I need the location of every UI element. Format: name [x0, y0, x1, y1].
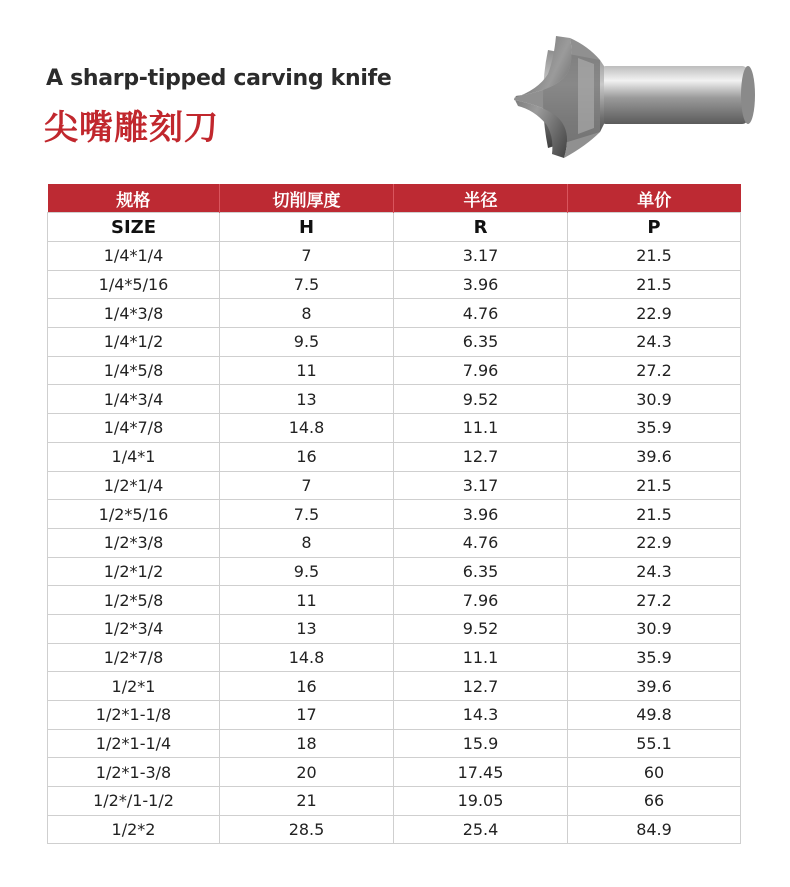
cell-r: 4.76	[394, 528, 568, 557]
cell-r: 15.9	[394, 729, 568, 758]
cell-p: 66	[568, 787, 741, 816]
header-h: H	[220, 213, 394, 242]
cell-h: 21	[220, 787, 394, 816]
cell-r: 25.4	[394, 815, 568, 844]
cell-p: 84.9	[568, 815, 741, 844]
title-chinese: 尖嘴雕刻刀	[44, 108, 219, 148]
cell-size: 1/2*1-1/4	[48, 729, 220, 758]
cell-size: 1/4*7/8	[48, 414, 220, 443]
table-row	[48, 758, 741, 787]
table-row	[48, 586, 741, 615]
cell-size: 1/4*5/8	[48, 356, 220, 385]
cell-h: 28.5	[220, 815, 394, 844]
cell-r: 9.52	[394, 614, 568, 643]
cell-h: 7	[220, 471, 394, 500]
header-r-cn: 半径	[394, 184, 568, 213]
cell-p: 30.9	[568, 385, 741, 414]
cell-size: 1/2*3/4	[48, 614, 220, 643]
header-p-cn: 单价	[568, 184, 741, 213]
table-row	[48, 528, 741, 557]
cell-p: 60	[568, 758, 741, 787]
cell-r: 3.96	[394, 270, 568, 299]
cell-r: 7.96	[394, 356, 568, 385]
cell-size: 1/2*7/8	[48, 643, 220, 672]
cell-size: 1/2*2	[48, 815, 220, 844]
cell-p: 21.5	[568, 500, 741, 529]
table-row	[48, 815, 741, 844]
spec-table	[47, 184, 741, 844]
cell-h: 17	[220, 701, 394, 730]
cell-p: 30.9	[568, 614, 741, 643]
cell-size: 1/4*1/2	[48, 328, 220, 357]
cell-h: 8	[220, 299, 394, 328]
cell-size: 1/2*1-1/8	[48, 701, 220, 730]
cell-h: 9.5	[220, 557, 394, 586]
cell-r: 6.35	[394, 557, 568, 586]
cell-p: 22.9	[568, 528, 741, 557]
cell-h: 16	[220, 672, 394, 701]
table-row	[48, 442, 741, 471]
cell-h: 18	[220, 729, 394, 758]
cell-p: 21.5	[568, 242, 741, 271]
header-r: R	[394, 213, 568, 242]
cell-h: 11	[220, 356, 394, 385]
cell-p: 49.8	[568, 701, 741, 730]
cell-size: 1/2*1	[48, 672, 220, 701]
table-row	[48, 729, 741, 758]
table-row	[48, 414, 741, 443]
cell-size: 1/2*1-3/8	[48, 758, 220, 787]
cell-size: 1/2*/1-1/2	[48, 787, 220, 816]
cell-size: 1/2*1/2	[48, 557, 220, 586]
table-row	[48, 270, 741, 299]
cell-r: 3.17	[394, 242, 568, 271]
cell-h: 7.5	[220, 270, 394, 299]
cell-r: 11.1	[394, 414, 568, 443]
cell-r: 6.35	[394, 328, 568, 357]
table-row	[48, 787, 741, 816]
cell-size: 1/4*5/16	[48, 270, 220, 299]
cell-p: 22.9	[568, 299, 741, 328]
cell-h: 14.8	[220, 414, 394, 443]
cell-h: 16	[220, 442, 394, 471]
cell-r: 11.1	[394, 643, 568, 672]
header-size: SIZE	[48, 213, 220, 242]
cell-size: 1/4*3/8	[48, 299, 220, 328]
cell-size: 1/2*1/4	[48, 471, 220, 500]
cell-h: 8	[220, 528, 394, 557]
cell-r: 4.76	[394, 299, 568, 328]
cell-p: 24.3	[568, 328, 741, 357]
header-row-english	[48, 213, 741, 242]
cell-r: 7.96	[394, 586, 568, 615]
cell-r: 9.52	[394, 385, 568, 414]
cell-r: 17.45	[394, 758, 568, 787]
cell-r: 12.7	[394, 442, 568, 471]
cell-h: 11	[220, 586, 394, 615]
cell-p: 35.9	[568, 643, 741, 672]
cell-size: 1/4*1	[48, 442, 220, 471]
cell-r: 12.7	[394, 672, 568, 701]
table-row	[48, 356, 741, 385]
cell-h: 7.5	[220, 500, 394, 529]
table-row	[48, 500, 741, 529]
title-english: A sharp-tipped carving knife	[46, 66, 392, 91]
cell-h: 9.5	[220, 328, 394, 357]
cell-h: 7	[220, 242, 394, 271]
table-row	[48, 471, 741, 500]
table-row	[48, 672, 741, 701]
cell-p: 21.5	[568, 270, 741, 299]
cell-h: 14.8	[220, 643, 394, 672]
cell-r: 19.05	[394, 787, 568, 816]
cell-p: 39.6	[568, 442, 741, 471]
table-row	[48, 643, 741, 672]
table-row	[48, 328, 741, 357]
cell-size: 1/2*5/16	[48, 500, 220, 529]
cell-p: 21.5	[568, 471, 741, 500]
cell-r: 14.3	[394, 701, 568, 730]
cell-p: 35.9	[568, 414, 741, 443]
table-row	[48, 299, 741, 328]
cell-h: 20	[220, 758, 394, 787]
cell-p: 27.2	[568, 356, 741, 385]
cell-h: 13	[220, 614, 394, 643]
table-row	[48, 614, 741, 643]
table-row	[48, 701, 741, 730]
cell-size: 1/4*1/4	[48, 242, 220, 271]
cell-size: 1/2*3/8	[48, 528, 220, 557]
cell-h: 13	[220, 385, 394, 414]
header-h-cn: 切削厚度	[220, 184, 394, 213]
cell-size: 1/4*3/4	[48, 385, 220, 414]
router-bit-icon	[508, 28, 758, 162]
cell-p: 24.3	[568, 557, 741, 586]
cell-size: 1/2*5/8	[48, 586, 220, 615]
header-p: P	[568, 213, 741, 242]
table-body	[48, 242, 741, 844]
cell-r: 3.17	[394, 471, 568, 500]
cell-r: 3.96	[394, 500, 568, 529]
cell-p: 27.2	[568, 586, 741, 615]
cell-p: 55.1	[568, 729, 741, 758]
header-row-chinese	[48, 184, 741, 213]
cell-p: 39.6	[568, 672, 741, 701]
table-row	[48, 242, 741, 271]
table-row	[48, 385, 741, 414]
table-row	[48, 557, 741, 586]
header-size-cn: 规格	[48, 184, 220, 213]
